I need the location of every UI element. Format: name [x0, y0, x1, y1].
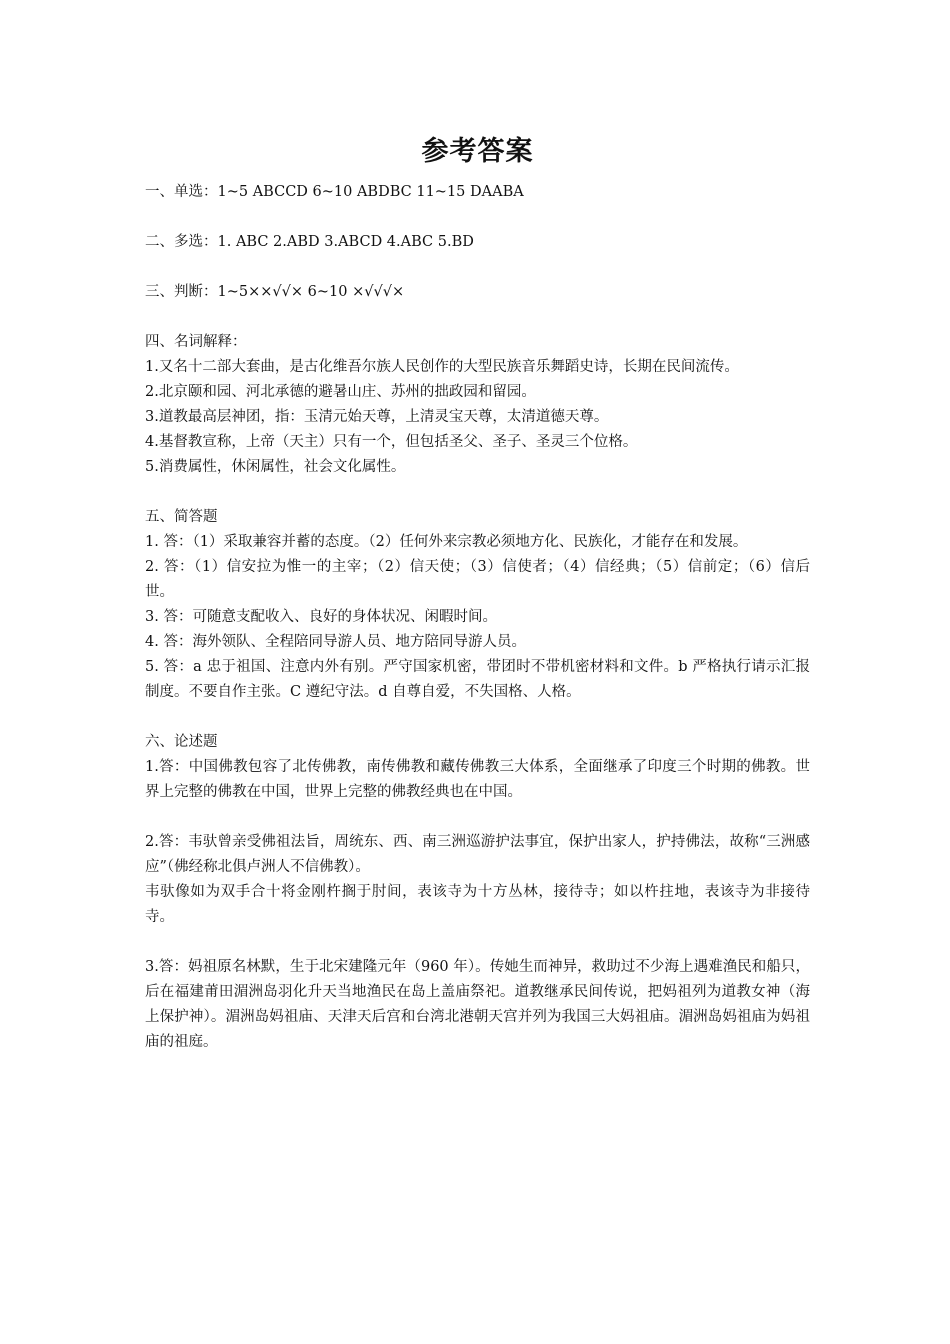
term-explanation-item: 1.又名十二部大套曲，是古化维吾尔族人民创作的大型民族音乐舞蹈史诗，长期在民间流传。: [145, 359, 739, 375]
short-answer-heading: 五、简答题: [145, 509, 218, 525]
page-title: 参考答案: [421, 136, 534, 167]
short-answer-item: 3. 答：可随意支配收入、良好的身体状况、闲暇时间。: [145, 609, 497, 625]
short-answer-item: 1. 答：（1）采取兼容并蓄的态度。（2）任何外来宗教必须地方化、民族化，才能存在和发展。: [145, 534, 748, 550]
term-explanation-item: 3.道教最高层神团，指：玉清元始天尊，上清灵宝天尊，太清道德天尊。: [145, 409, 609, 425]
short-answer-item: 5. 答：a 忠于祖国、注意内外有别。严守国家机密，带团时不带机密材料和文件。b 严格执行请示汇报制度。不要自作主张。C 遵纪守法。d 自尊自爱，不失国格、人格。: [145, 659, 810, 700]
essay-answer-2: 2.答：韦驮曾亲受佛祖法旨，周统东、西、南三洲巡游护法事宜，保护出家人，护持佛法，故称“三洲感应”（佛经称北俱卢洲人不信佛教）。: [145, 834, 810, 875]
term-explanation-heading: 四、名词解释：: [145, 334, 247, 350]
true-false-answers: 三、判断：1~5××√√× 6~10 ×√√√×: [145, 284, 405, 300]
essay-answer-1: 1.答：中国佛教包容了北传佛教，南传佛教和藏传佛教三大体系，全面继承了印度三个时期的佛教。世界上完整的佛教在中国，世界上完整的佛教经典也在中国。: [145, 759, 810, 800]
essay-heading: 六、论述题: [145, 734, 218, 750]
single-choice-answers: 一、单选：1~5 ABCCD 6~10 ABDBC 11~15 DAABA: [145, 184, 524, 200]
term-explanation-item: 2.北京颐和园、河北承德的避暑山庄、苏州的拙政园和留园。: [145, 384, 536, 400]
essay-answer-3: 3.答：妈祖原名林默，生于北宋建隆元年（960 年）。传她生而神异，救助过不少海上遇难渔民和船只，后在福建莆田湄洲岛羽化升天当地渔民在岛上盖庙祭祀。道教继承民间传说，把妈祖列为道教女神（海上保护神）。湄洲岛妈祖庙、天津天后宫和台湾北港朝天宫并列为我国三大妈祖庙。湄洲岛妈祖庙为妈祖庙的祖庭。: [145, 959, 810, 1050]
term-explanation-item: 5.消费属性，休闲属性，社会文化属性。: [145, 459, 406, 475]
short-answer-item: 2. 答：（1）信安拉为惟一的主宰；（2）信天使；（3）信使者；（4）信经典；（5）信前定；（6）信后世。: [145, 559, 810, 600]
short-answer-item: 4. 答：海外领队、全程陪同导游人员、地方陪同导游人员。: [145, 634, 526, 650]
document-body: [145, 130, 810, 1055]
essay-answer-2-continued: 韦驮像如为双手合十将金刚杵搁于肘间，表该寺为十方丛林，接待寺；如以杵拄地，表该寺为非接待寺。: [145, 884, 810, 925]
multiple-choice-answers: 二、多选：1. ABC 2.ABD 3.ABCD 4.ABC 5.BD: [145, 234, 474, 250]
term-explanation-item: 4.基督教宣称，上帝（天主）只有一个，但包括圣父、圣子、圣灵三个位格。: [145, 434, 638, 450]
